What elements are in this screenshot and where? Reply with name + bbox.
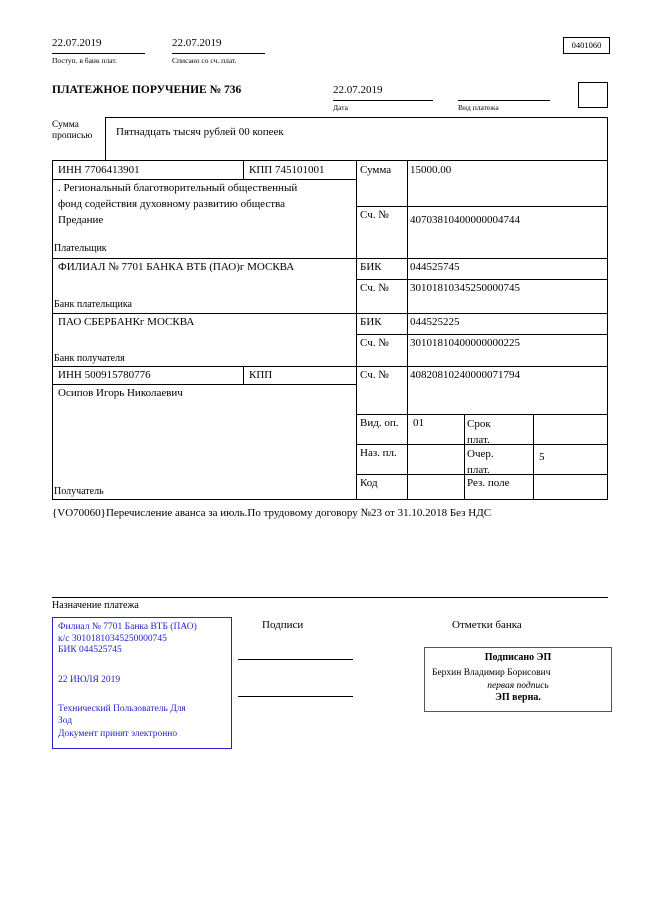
grid-line bbox=[356, 279, 607, 280]
grid-line bbox=[407, 161, 408, 499]
esign-name: Берхин Владимир Борисович bbox=[432, 668, 551, 678]
vid-op-label: Вид. оп. bbox=[360, 417, 399, 429]
debited-date-value: 22.07.2019 bbox=[172, 37, 222, 49]
esign-title: Подписано ЭП bbox=[484, 652, 552, 663]
payee-bank-name: ПАО СБЕРБАНКг МОСКВА bbox=[58, 316, 195, 328]
received-date-line bbox=[52, 53, 145, 54]
esign-verified: ЭП верна. bbox=[495, 692, 541, 703]
grid-line bbox=[53, 366, 607, 367]
payer-account-value: 40703810400000004744 bbox=[410, 214, 520, 226]
purpose-label: Назначение платежа bbox=[52, 600, 139, 611]
grid-line bbox=[53, 384, 356, 385]
grid-line bbox=[356, 161, 357, 499]
payer-bank-account-value: 30101810345250000745 bbox=[410, 282, 520, 294]
payer-inn: ИНН 7706413901 bbox=[58, 164, 140, 176]
grid-line bbox=[243, 366, 244, 384]
amount-words-value: Пятнадцать тысяч рублей 00 копеек bbox=[116, 126, 284, 138]
stamp-line: Филиал № 7701 Банка ВТБ (ПАО) bbox=[58, 622, 197, 632]
stamp-line: БИК 044525745 bbox=[58, 645, 122, 655]
payee-kpp-label: КПП bbox=[249, 369, 273, 381]
grid-line bbox=[464, 414, 465, 499]
payer-bank-name: ФИЛИАЛ № 7701 БАНКА ВТБ (ПАО)г МОСКВА bbox=[58, 261, 295, 273]
document-title: ПЛАТЕЖНОЕ ПОРУЧЕНИЕ № 736 bbox=[52, 84, 242, 96]
payee-bank-account-value: 30101810400000000225 bbox=[410, 337, 520, 349]
grid-line bbox=[356, 334, 607, 335]
form-code-box: 0401060 bbox=[563, 37, 610, 54]
payee-section-label: Получатель bbox=[54, 486, 104, 497]
bank-marks-header: Отметки банка bbox=[452, 619, 522, 631]
esign-stamp bbox=[424, 647, 612, 712]
esign-role: первая подпись bbox=[487, 681, 549, 691]
document-date-line bbox=[333, 100, 433, 101]
document-date-value: 22.07.2019 bbox=[333, 84, 383, 96]
grid-line bbox=[533, 414, 534, 499]
payer-name: . Региональный благотворительный общественный фонд содействия духовному развитию общества Предание bbox=[58, 182, 298, 226]
srok-plat-label: Срок плат. bbox=[467, 418, 491, 446]
payer-section-label: Плательщик bbox=[54, 243, 107, 254]
grid-line bbox=[243, 161, 244, 179]
naz-pl-label: Наз. пл. bbox=[360, 447, 397, 459]
payer-bank-account-label: Сч. № bbox=[360, 282, 389, 294]
payer-bank-bik-label: БИК bbox=[360, 261, 382, 273]
payee-account-label: Сч. № bbox=[360, 369, 389, 381]
signature-line bbox=[238, 696, 353, 697]
amount-value: 15000.00 bbox=[410, 164, 452, 176]
payment-type-line bbox=[458, 100, 550, 101]
bank-stamp bbox=[52, 617, 232, 749]
payment-table bbox=[52, 160, 608, 500]
payee-bank-bik-label: БИК bbox=[360, 316, 382, 328]
grid-line bbox=[53, 258, 607, 259]
payee-bank-section-label: Банк получателя bbox=[54, 353, 125, 364]
debited-date-line bbox=[172, 53, 265, 54]
kod-label: Код bbox=[360, 477, 378, 489]
grid-line bbox=[53, 313, 607, 314]
payer-account-label: Сч. № bbox=[360, 209, 389, 221]
purpose-line bbox=[52, 597, 608, 598]
ocher-plat-label: Очер. плат. bbox=[467, 448, 494, 476]
purpose-text: {VO70060}Перечисление аванса за июль.По трудовому договору №23 от 31.10.2018 Без НДС bbox=[52, 507, 492, 519]
payee-name: Осипов Игорь Николаевич bbox=[58, 387, 183, 399]
vid-op-value: 01 bbox=[413, 417, 424, 429]
signature-line bbox=[238, 659, 353, 660]
payee-bank-bik-value: 044525225 bbox=[410, 316, 460, 328]
grid-line bbox=[356, 414, 607, 415]
received-date-label: Поступ. в банк плат. bbox=[52, 56, 117, 65]
document-date-label: Дата bbox=[333, 103, 348, 112]
payee-inn: ИНН 500915780776 bbox=[58, 369, 151, 381]
payment-type-box bbox=[578, 82, 608, 108]
grid-line bbox=[356, 206, 607, 207]
debited-date-label: Списано со сч. плат. bbox=[172, 56, 237, 65]
amount-label: Сумма bbox=[360, 164, 392, 176]
stamp-line: 22 ИЮЛЯ 2019 bbox=[58, 674, 121, 685]
amount-words-cell bbox=[105, 117, 608, 160]
payer-kpp: КПП 745101001 bbox=[249, 164, 325, 176]
payer-bank-section-label: Банк плательщика bbox=[54, 299, 132, 310]
signatures-header: Подписи bbox=[262, 619, 304, 631]
stamp-line: Технический Пользователь Для Зод bbox=[58, 704, 186, 726]
rez-pole-label: Рез. поле bbox=[467, 477, 510, 489]
ocher-plat-value: 5 bbox=[539, 451, 545, 463]
amount-words-label: Сумма прописью bbox=[52, 120, 93, 141]
received-date-value: 22.07.2019 bbox=[52, 37, 102, 49]
payer-bank-bik-value: 044525745 bbox=[410, 261, 460, 273]
payment-type-label: Вид платежа bbox=[458, 103, 499, 112]
stamp-line: Документ принят электронно bbox=[58, 729, 178, 739]
payee-account-value: 40820810240000071794 bbox=[410, 369, 520, 381]
payee-bank-account-label: Сч. № bbox=[360, 337, 389, 349]
stamp-line: к/с 30101810345250000745 bbox=[58, 633, 167, 644]
